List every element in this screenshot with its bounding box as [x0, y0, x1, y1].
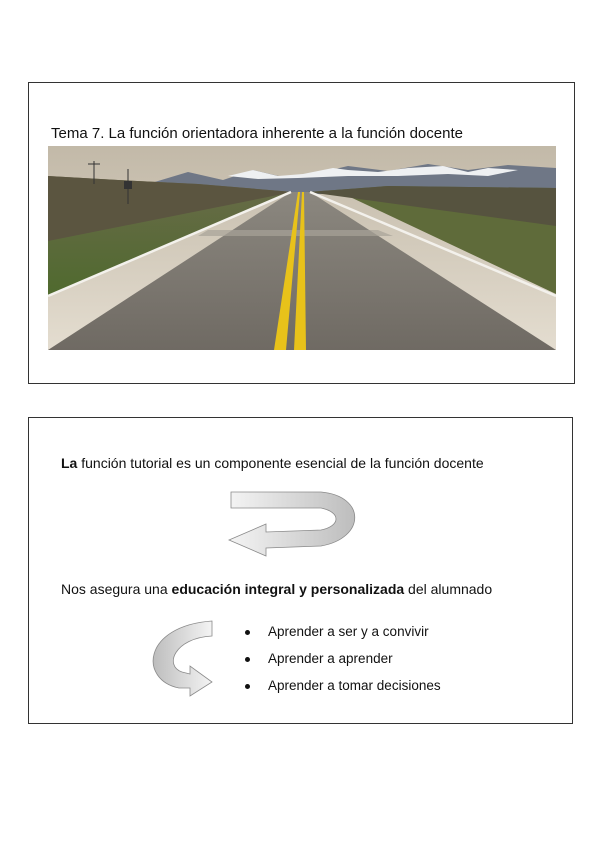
slide-title: Tema 7. La función orientadora inherente a la función docente	[51, 125, 463, 142]
slide-tutorial-function	[28, 417, 573, 724]
list-item	[245, 672, 441, 699]
purpose-after: del alumnado	[404, 581, 493, 597]
list-item	[245, 645, 441, 672]
purpose-statement	[61, 581, 492, 597]
statement-bold: La	[61, 455, 78, 471]
purpose-before: Nos asegura una	[61, 581, 172, 597]
road-icon	[48, 146, 556, 350]
tutorial-statement	[61, 455, 484, 471]
road-photo	[48, 146, 556, 350]
bullet-icon	[245, 630, 250, 635]
purpose-bold: educación integral y personalizada	[171, 581, 405, 597]
list-item-label: Aprender a tomar decisiones	[268, 678, 441, 693]
list-item-label: Aprender a aprender	[268, 651, 393, 666]
learning-goals-list	[245, 618, 441, 699]
statement-rest: función tutorial es un componente esencial de la función docente	[77, 455, 484, 471]
bullet-icon	[245, 684, 250, 689]
bullet-icon	[245, 657, 250, 662]
curved-arrow-right-icon	[144, 618, 216, 703]
curved-arrow-left-icon	[226, 488, 358, 563]
slide-road	[28, 82, 575, 384]
list-item-label: Aprender a ser y a convivir	[268, 624, 429, 639]
list-item	[245, 618, 441, 645]
